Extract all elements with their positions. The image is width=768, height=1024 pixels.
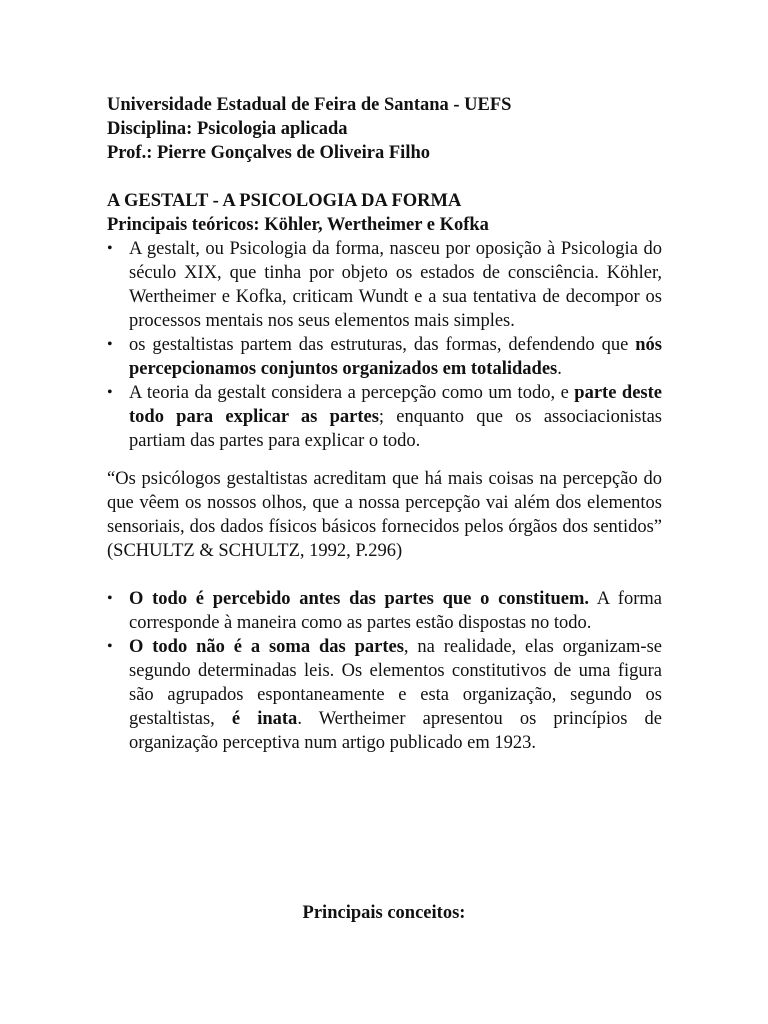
bullet-list-second xyxy=(107,587,662,755)
bullet-icon: • xyxy=(107,240,113,257)
list-item xyxy=(107,237,662,333)
concepts-heading: Principais conceitos: xyxy=(302,903,466,923)
list-item-bold-text: parte deste todo para explicar as partes xyxy=(129,383,662,427)
list-item-text: . xyxy=(557,359,562,379)
discipline-name: Disciplina: Psicologia aplicada xyxy=(107,119,348,139)
bullet-icon: • xyxy=(107,590,113,607)
university-name: Universidade Estadual de Feira de Santana - UEFS xyxy=(107,95,512,115)
professor-name: Prof.: Pierre Gonçalves de Oliveira Filho xyxy=(107,143,430,163)
list-item xyxy=(107,333,662,381)
bullet-icon: • xyxy=(107,336,113,353)
list-item-bold-text: nós percepcionamos conjuntos organizados em totalidades xyxy=(129,335,662,379)
list-item xyxy=(107,635,662,755)
list-item-bold-text: O todo é percebido antes das partes que o constituem. xyxy=(129,589,590,609)
bullet-list-first xyxy=(107,237,662,453)
list-item-bold-text: O todo não é a soma das partes xyxy=(129,637,404,657)
list-item-text: ; enquanto que os associacionistas partiam das partes para explicar o todo. xyxy=(129,407,662,451)
document-body xyxy=(107,93,662,755)
list-item xyxy=(107,587,662,635)
list-item-text: A gestalt, ou Psicologia da forma, nasceu por oposição à Psicologia do século XIX, que tinha por objeto os estados de consciência. Köhler, Wertheimer e Kofka, criticam Wundt e a sua tentativa de decompor os processos mentais nos seus elementos mais simples. xyxy=(129,239,662,331)
list-item-text: os gestaltistas partem das estruturas, das formas, defendendo que xyxy=(129,335,636,355)
list-item-text: A forma corresponde à maneira como as partes estão dispostas no todo. xyxy=(129,589,662,633)
bullet-icon: • xyxy=(107,638,113,655)
bullet-icon: • xyxy=(107,384,113,401)
list-item xyxy=(107,381,662,453)
list-item-text: . Wertheimer apresentou os princípios de organização perceptiva num artigo publicado em 1923. xyxy=(129,709,662,753)
list-item-text: A teoria da gestalt considera a percepção como um todo, e xyxy=(129,383,575,403)
section-subtitle: Principais teóricos: Köhler, Wertheimer e Kofka xyxy=(107,215,489,235)
list-item-bold-text: é inata xyxy=(231,709,298,729)
quote-paragraph: “Os psicólogos gestaltistas acreditam que há mais coisas na percepção do que vêem os nossos olhos, que a nossa percepção vai além dos elementos sensoriais, dos dados físicos básicos fornecidos pelos órgãos dos sentidos” (SCHULTZ & SCHULTZ, 1992, P.296) xyxy=(107,469,662,561)
list-item-text: , na realidade, elas organizam-se segundo determinadas leis. Os elementos constitutivos de uma figura são agrupados espontaneamente e esta organização, segundo os gestaltistas, xyxy=(129,637,662,729)
section-title: A GESTALT - A PSICOLOGIA DA FORMA xyxy=(107,191,462,211)
